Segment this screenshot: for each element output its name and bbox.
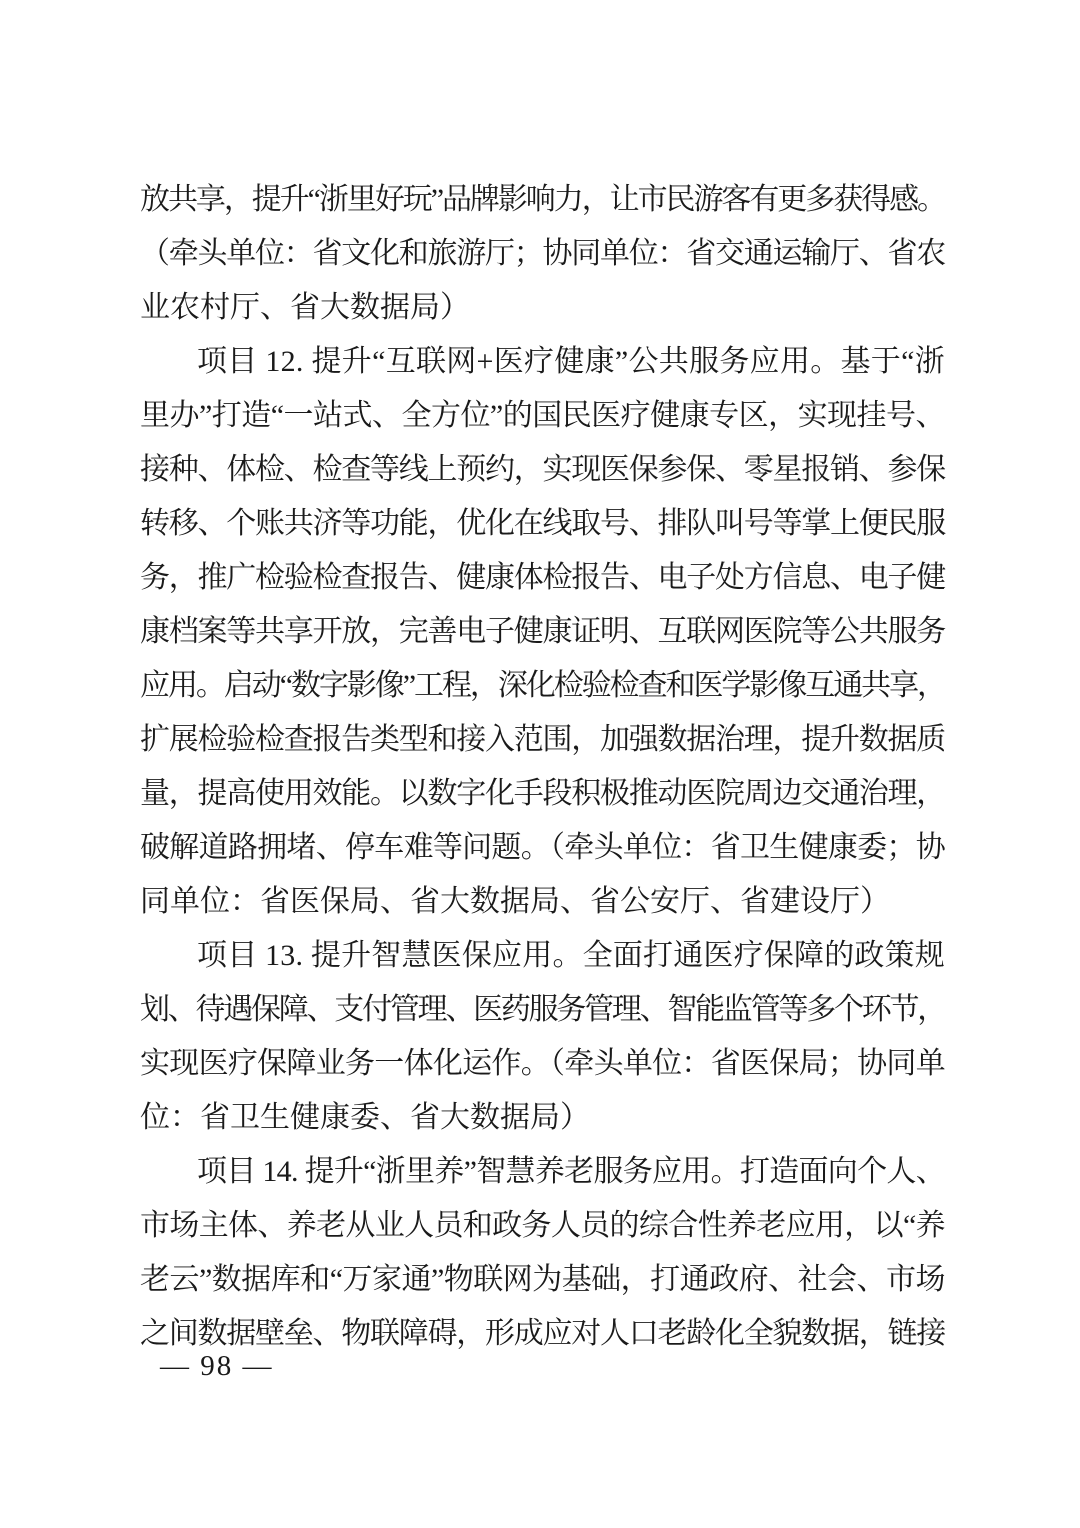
document-body <box>140 173 945 1361</box>
text-line: 接种、体检、检查等线上预约，实现医保参保、零星报销、参保 <box>140 453 945 486</box>
text-line: 康档案等共享开放，完善电子健康证明、互联网医院等公共服务 <box>140 615 945 648</box>
text-line: （牵头单位：省文化和旅游厅；协同单位：省交通运输厅、省农 <box>140 237 945 270</box>
text-line: 项目 12. 提升“互联网+医疗健康”公共服务应用。基于“浙 <box>197 345 945 378</box>
text-line: 实现医疗保障业务一体化运作。（牵头单位：省医保局；协同单 <box>140 1047 945 1080</box>
text-line: 同单位：省医保局、省大数据局、省公安厅、省建设厅） <box>140 885 890 918</box>
text-line: 放共享，提升“浙里好玩”品牌影响力，让市民游客有更多获得感。 <box>140 183 945 216</box>
page-footer <box>160 1346 274 1386</box>
text-line: 项目 13. 提升智慧医保应用。全面打通医疗保障的政策规 <box>197 939 945 972</box>
text-line: 破解道路拥堵、停车难等问题。（牵头单位：省卫生健康委；协 <box>140 831 945 864</box>
text-line: 务，推广检验检查报告、健康体检报告、电子处方信息、电子健 <box>140 561 945 594</box>
text-line: 扩展检验检查报告类型和接入范围，加强数据治理，提升数据质 <box>140 723 945 756</box>
text-line: 业农村厅、省大数据局） <box>140 291 470 324</box>
text-line: 位：省卫生健康委、省大数据局） <box>140 1101 590 1134</box>
text-line: 市场主体、养老从业人员和政务人员的综合性养老应用，以“养 <box>140 1209 945 1242</box>
text-line: 里办”打造“一站式、全方位”的国民医疗健康专区，实现挂号、 <box>140 399 945 432</box>
text-line: 量，提高使用效能。以数字化手段积极推动医院周边交通治理， <box>140 777 945 810</box>
page-number: — 98 — <box>160 1350 274 1382</box>
text-line: 应用。启动“数字影像”工程，深化检验检查和医学影像互通共享， <box>140 669 945 702</box>
text-line: 划、待遇保障、支付管理、医药服务管理、智能监管等多个环节， <box>140 993 945 1026</box>
text-line: 转移、个账共济等功能，优化在线取号、排队叫号等掌上便民服 <box>140 507 945 540</box>
text-line: 项目 14. 提升“浙里养”智慧养老服务应用。打造面向个人、 <box>197 1155 945 1188</box>
text-line: 之间数据壁垒、物联障碍，形成应对人口老龄化全貌数据，链接 <box>140 1317 945 1350</box>
text-line: 老云”数据库和“万家通”物联网为基础，打通政府、社会、市场 <box>140 1263 945 1296</box>
